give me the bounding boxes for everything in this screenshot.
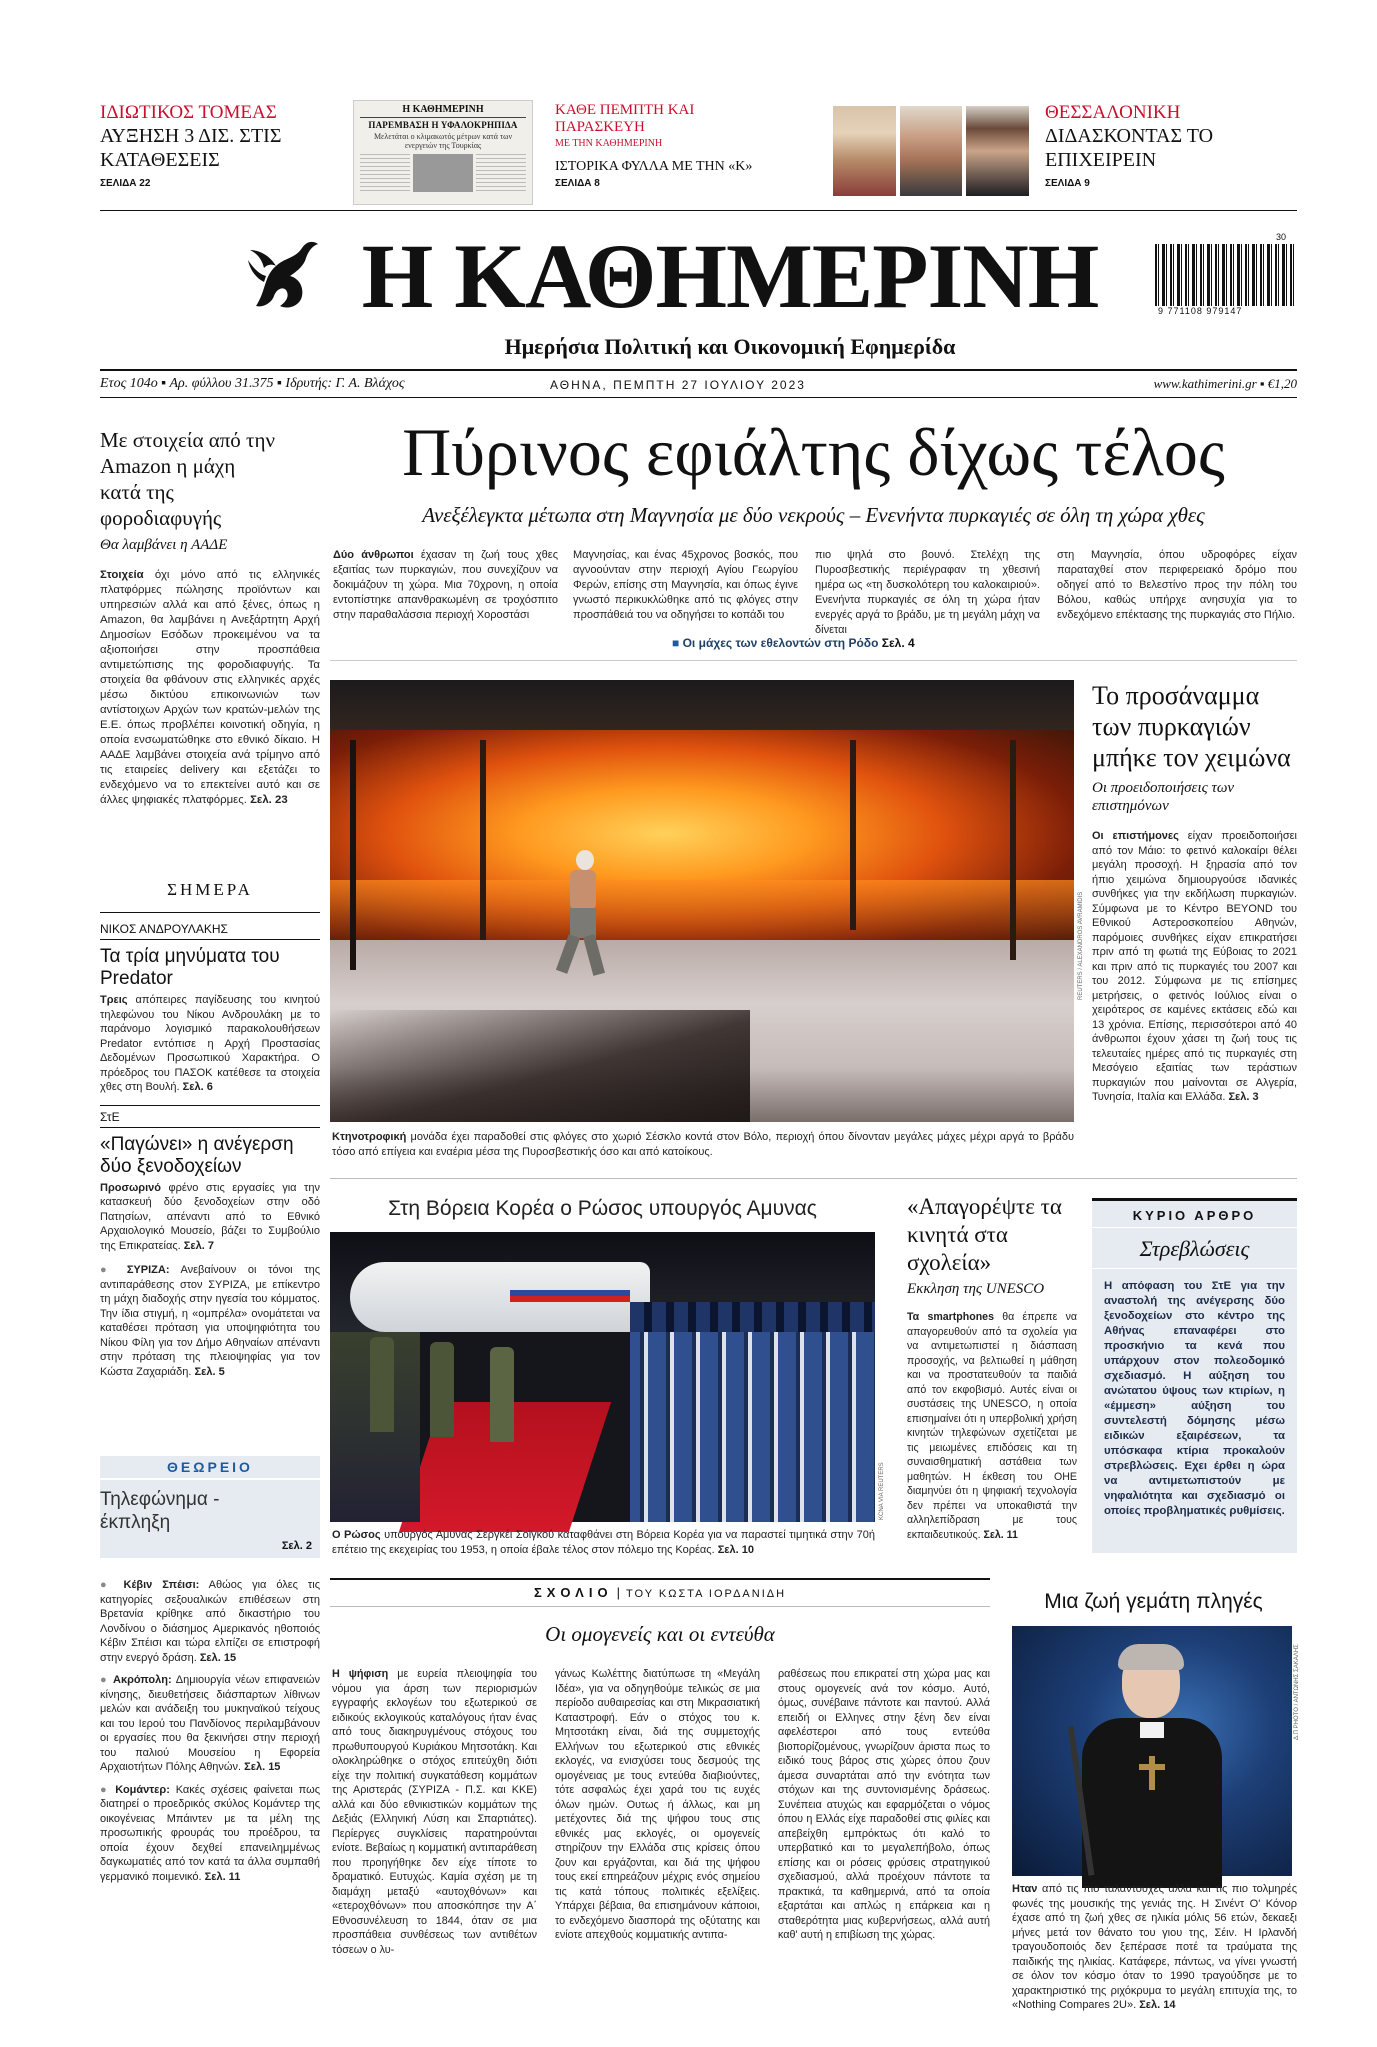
phones-story[interactable] bbox=[907, 1193, 1077, 1542]
left-lead[interactable] bbox=[100, 427, 320, 808]
comment-col-1: Η ψήφιση με ευρεία πλειοψηφία του νόμου για άρση των περιορισμών εγγραφής εκλογέων του εξωτερικού σε ειδικούς εκλογικούς καταλόγους ήταν ένας από τους διακηρυγμένους στόχους του πρωθυπουργού Κυριάκου Μητσοτάκη. Και ολοκληρώθηκε ο στόχος επιτεύχθη διότι είχε την πολιτική συγκατάθεση κομμάτων της Αριστεράς (ΣΥΡΙΖΑ - Π.Σ. και ΚΚΕ) αλλά και δύο εθνικιστικών κομμάτων της Δεξιάς (Ελληνική Λύση και Σπαρτιάτες). Περίεργες συγκλίσεις παρατηρούνται ενίοτε. Βεβαίως η κομματική αντιπαράθεση που προηγήθηκε δεν είχε τίποτε το δραματικό. Ευτυχώς. Καμία σχέση με τη διαμάχη μεταξύ «αυτοχθόνων» και «ετεροχθόνων» που αποσκόπησε την Α΄ Εθνοσυνέλευση το 1844, όταν σε μια προσπάθεια συνθέσεως των αντιθέτων τόσεων ο λυ- bbox=[332, 1668, 537, 1956]
korea-credit: KCNA VIA REUTERS bbox=[879, 1462, 885, 1520]
bullet-item: ● Κομάντερ: Κακές σχέσεις φαίνεται πως διατηρεί ο προεδρικός σκύλος Κομάντερ της οικογένειας Μπάιντεν με τα μέλη της προσωπικής φρουράς του προέδρου, τα οποία έχουν δεχθεί επανειλημμένως δαγκωματιές από τον κατά τα άλλα συμπαθή γερμανικό ποιμενικό. Σελ. 11 bbox=[100, 1783, 321, 1883]
phones-lead: Τα smartphones bbox=[907, 1311, 994, 1323]
today-title-2: «Παγώνει» η ανέγερση δύο ξενοδοχείων bbox=[100, 1133, 294, 1177]
editorial-title: Στρεβλώσεις bbox=[1139, 1236, 1250, 1261]
thumb-headline: ΠΑΡΕΜΒΑΣΗ Η ΥΦΑΛΟΚΡΗΠΙΔΑ bbox=[368, 120, 518, 130]
today-ref-3: Σελ. 5 bbox=[194, 1365, 225, 1378]
main-link-ref: Σελ. 4 bbox=[881, 636, 915, 650]
main-col-1: Δύο άνθρωποι έχασαν τη ζωή τους χθες εξαιτίας των πυρκαγιών, που συνεχίζουν να δοκιμάζουν τη χώρα. Μια 70χρονη, η οποία εντοπίστηκε απανθρακωμένη σε τροχόσπιτο στην παραθαλάσσια περιοχή Χοροστάσι bbox=[333, 549, 558, 621]
sinead-body: από τις πιο ταλαντούχες αλλά και τις πιο τολμηρές φωνές της μουσικής της γενιάς της. Η Σινέντ Ο' Κόνορ έχασε από τη ζωή χθες σε ηλικία μόλις 56 ετών, δεκαεξι μήνες μετά τον θάνατο του γιου της, Σέιν. Η Ιρλανδή τραγουδοποιός δεν ξεπέρασε ποτέ τα τραύματα της παιδικής της ηλικίας. Κατάφερε, πάντως, να γίνει γνωστή σε όλον τον κόσμο όταν το 1990 τραγούδησε με το χαρακτηριστικό της ριχόκρυμα το μεγάλη επιτυχία της, το «Nothing Compares 2U». bbox=[1012, 1883, 1297, 2011]
left-lead-ref: Σελ. 23 bbox=[250, 794, 288, 806]
honor-guard bbox=[630, 1302, 875, 1522]
portrait-1 bbox=[833, 106, 896, 196]
teaser-3-photos bbox=[833, 106, 1029, 196]
today-ref-2: Σελ. 7 bbox=[183, 1239, 214, 1252]
bullet-item: ● Κέβιν Σπέισι: Αθώος για όλες τις κατηγορίες σεξουαλικών επιθέσεων στη Βρετανία κρίθηκε από δικαστήριο του Λονδίνου ο διάσημος Αμερικανός ηθοποιός Κέβιν Σπέισι και τώρα ελπίζει σε επιστροφή στην ενεργό δράση. Σελ. 15 bbox=[100, 1579, 321, 1664]
left-lead-lead: Στοιχεία bbox=[100, 569, 144, 581]
korea-photo bbox=[330, 1232, 875, 1522]
teaser-2-sub: ΜΕ ΤΗΝ ΚΑΘΗΜΕΡΙΝΗ bbox=[555, 138, 663, 149]
editorial-box[interactable] bbox=[1092, 1198, 1297, 1553]
teaser-3-title: ΔΙΔΑΣΚΟΝΤΑΣ ΤΟ ΕΠΙΧΕΙΡΕΙΝ bbox=[1045, 125, 1214, 171]
masthead-title: Η ΚΑΘΗΜΕΡΙΝΗ bbox=[361, 225, 1099, 327]
main-col-3: πιο ψηλά στο βουνό. Στελέχη της Πυροσβεστικής περιέγραφαν τη χθεσινή ημέρα ως «τη δυσκολότερη του καλοκαιριού». Ενενήντα πυρκαγιές σε όλη τη χώρα ήταν ενεργές αργά το βράδυ, με τη μεγάλη μάχη να δίνεται bbox=[815, 549, 1040, 636]
today-author-1: ΝΙΚΟΣ ΑΝΔΡΟΥΛΑΚΗΣ bbox=[100, 922, 228, 936]
teaser-1-kicker: ΙΔΙΩΤΙΚΟΣ ΤΟΜΕΑΣ bbox=[100, 102, 277, 123]
editorial-text: Η απόφαση του ΣτΕ για την αναστολή της ανέγερσης δύο ξενοδοχείων στο κέντρο της Αθήνας επαναφέρει στο προσκήνιο τα κενά που υπάρχουν στον πολεοδομικό σχεδιασμό. Η αύξηση του ανώτατου ύψους των κτιρίων, η «έμμεση» αύξηση του συντελεστή δόμησης μέσω ειδικών εξαιρέσεων, τα υπόσκαφα κτίρια προκαλούν στρεβλώσεις. Εχει έρθει η ώρα να αντιμετωπιστούν με νηφαλιότητα και σχεδιασμό οι οποίες προβληματικές ρυθμίσεις. bbox=[1104, 1280, 1285, 1517]
thumb-title: Η ΚΑΘΗΜΕΡΙΝΗ bbox=[402, 104, 484, 115]
barcode bbox=[1155, 244, 1295, 306]
comment-header: ΣΧΟΛΙΟ | ΤΟΥ ΚΩΣΤΑ ΙΟΡΔΑΝΙΔΗ bbox=[533, 1585, 787, 1600]
comment-label: ΣΧΟΛΙΟ bbox=[533, 1585, 613, 1600]
fire-caption bbox=[332, 1130, 1074, 1159]
theorio-box[interactable] bbox=[100, 1456, 320, 1558]
fire-caption-text: μονάδα έχει παραδοθεί στις φλόγες στο χωριό Σέσκλο κοντά στον Βόλο, περιοχή όπου δίνονταν μεγάλες μάχες μέχρι αργά το βράδυ τόσο από επίγεια και εναέρια μέσα της Πυροσβεστικής όσο και από κατοίκους. bbox=[332, 1131, 1074, 1158]
today-lead-1: Τρεις bbox=[100, 994, 128, 1006]
ignition-story[interactable] bbox=[1092, 680, 1297, 1105]
sinead-text bbox=[1012, 1882, 1297, 2013]
teaser-1-page: ΣΕΛΙΔΑ 22 bbox=[100, 178, 151, 189]
phones-title: «Απαγορέψτε τα κινητά στα σχολεία» bbox=[907, 1194, 1062, 1275]
barcode-number: 9 771108 979147 bbox=[1158, 306, 1243, 316]
masthead-subtitle: Ημερήσια Πολιτική και Οικονομική Εφημερίδα bbox=[504, 334, 956, 359]
today-text-2: φρένο στις εργασίες για την κατασκευή δύο ξενοδοχείων στην οδό Πατησίων, απέναντι από το Εθνικό Αρχαιολογικό Μουσείο, βάζει το Συμβούλιο της Επικρατείας. bbox=[100, 1181, 320, 1252]
ignition-title: Το προσάναμμα των πυρκαγιών μπήκε τον χειμώνα bbox=[1092, 681, 1291, 772]
left-lead-text: όχι μόνο από τις ελληνικές πλατφόρμες πώλησης προϊόντων και υπηρεσιών αλλά και από ξένες, όπως η Amazon, θα λαμβάνει η Ανεξάρτητη Αρχή Δημοσίων Εσόδων προκειμένου να τα αξιοποιήσει στην προσπάθεια αντιμετώπισης της φοροδιαφυγής. Τα στοιχεία θα φθάνουν στις ελληνικές αρχές μέσω δικτύου επικοινωνιών των αντίστοιχων Αρχών των κρατών-μελών της Ε.Ε. όπως προβλέπει κοινοτική οδηγία, η οποία ενσωματώθηκε στο εθνικό δίκαιο. Η ΑΑΔΕ λαμβάνει στοιχεία ανά τρίμηνο από τις εταιρείες delivery και εξετάζει το ενδεχόμενο να το επεκτείνει αυτό και σε άλλες ψηφιακές πλατφόρμες. bbox=[100, 569, 320, 806]
main-col-4: στη Μαγνησία, όπου υδροφόρες είχαν παραταχθεί στον περιφερειακό δρόμο που οδηγεί από το Βελεστίνο προς την πόλη του Βόλου, καθώς υπήρχε ανησυχία για το ενδεχόμενο επέκτασης της πυρκαγιάς στο Πήλιο. bbox=[1057, 549, 1297, 621]
korea-caption-lead: Ο Ρώσος bbox=[332, 1529, 381, 1541]
teaser-3[interactable] bbox=[1045, 102, 1245, 189]
korea-caption-text: υπουργός Αμυνας Σεργκέι Σοϊγκού καταφθάνει στη Βόρεια Κορέα για να παραστεί τιμητικά στην 70ή επέτειο της εκεχειρίας του 1953, η οποία έβαλε τέλος στον πόλεμο της Κορέας. bbox=[332, 1529, 875, 1556]
theorio-header: ΘΕΩΡΕΙΟ bbox=[100, 1456, 320, 1480]
phones-sub: Εκκληση της UNESCO bbox=[907, 1281, 1045, 1297]
bullet-item: ● Ακρόπολη: Δημιουργία νέων επιφανειών κίνησης, διευθετήσεις διάσπαρτων λίθινων μελών και ανάδειξη του μυκηναϊκού τείχους και του Ιερού του Πανδίονος περιλαμβάνουν οι εργασίες που θα ξεκινήσει στην περιοχή του παλιού Μουσείου η Εφορεία Αρχαιοτήτων Πόλης Αθηνών. Σελ. 15 bbox=[100, 1674, 320, 1773]
portrait-2 bbox=[900, 106, 963, 196]
today-lead-2: Προσωρινό bbox=[100, 1181, 161, 1194]
today-title-1: Τα τρία μηνύματα του Predator bbox=[100, 946, 280, 989]
teaser-3-kicker: ΘΕΣΣΑΛΟΝΙΚΗ bbox=[1045, 102, 1181, 123]
info-left: Ετος 104ο ▪ Αρ. φύλλου 31.375 ▪ Ιδρυτής: Γ. Α. Βλάχος bbox=[100, 376, 405, 391]
today-author-2: ΣτΕ bbox=[100, 1109, 120, 1124]
teaser-2-page: ΣΕΛΙΔΑ 8 bbox=[555, 178, 600, 189]
comment-col-2: γάνως Κωλέττης διατύπωσε τη «Μεγάλη Ιδέα», για να οδηγηθούμε τελικώς σε μια περίοδο αυθαιρεσίας και στη Μικρασιατική Καταστροφή. Εάν ο στόχος του κ. Μητσοτάκη είναι, διά της συμμετοχής Ελλήνων του εξωτερικού στις εθνικές εκλογές, να ενισχύσει τους δεσμούς της ομογένειας με τους εντεύθα διαβιούντες, τότε ασφαλώς έχει χαρά του τις ευχές όλων ημών. Ουτως ή άλλως, και μη μετέχοντες διά της ψήφου τους στις εθνικές μας εκλογές, οι ομογενείς στηρίζουν την Ελλάδα στις κρίσεις όπου ζουν και εργάζονται, και διά της ψήφου τους εκεί επηρεάζουν μέχρις ενός σημείου τις κατά τόπους πολιτικές εξελίξεις. Υπάρχει βέβαια, θα επισημάνουν κάποιοι, το ενδεχόμενο διασπορά της οξύτατης και ενίοτε απεχθούς κομματικής αντιπα- bbox=[555, 1668, 760, 1941]
editorial-header: ΚΥΡΙΟ ΑΡΘΡΟ bbox=[1132, 1208, 1257, 1223]
korea-caption bbox=[332, 1528, 875, 1557]
teaser-1-title: ΑΥΞΗΣΗ 3 ΔΙΣ. ΣΤΙΣ ΚΑΤΑΘΕΣΕΙΣ bbox=[100, 125, 282, 171]
teaser-2-title: ΙΣΤΟΡΙΚΑ ΦΥΛΛΑ ΜΕ ΤΗΝ «Κ» bbox=[555, 159, 753, 174]
today-header: ΣΗΜΕΡΑ bbox=[100, 880, 320, 900]
today-text-1: απόπειρες παγίδευσης του κινητού τηλεφώνου του Νίκου Ανδρουλάκη με το παράνομο λογισμικό παρακολουθήσεων Predator εντόπισε η Αρχή Προστασίας Δεδομένων Προσωπικού Χαρακτήρα. Ο πρόεδρος του ΠΑΣΟΚ κατέθεσε τα στοιχεία χθες στη Βουλή. bbox=[100, 994, 320, 1093]
left-lead-sub: Θα λαμβάνει η ΑΑΔΕ bbox=[100, 537, 228, 553]
phones-text: θα έπρεπε να απαγορευθούν από τα σχολεία για να αντιμετωπιστεί η διάσπαση προσοχής, να βελτιωθεί η μάθηση και να προστατευθούν τα παιδιά από τον εκφοβισμό. Αυτές είναι οι συστάσεις της UNESCO, η οποία επισημαίνει ότι η υπερβολική χρήση κινητών τηλεφώνων σχετίζεται με τις μειωμένες επιδόσεις και τη συναισθηματική αστάθεια των μαθητών. Η έκθεση του ΟΗΕ διαμηνύει ότι η ψηφιακή τεχνολογία δεν πρέπει να υποκαθιστά την αλληλεπίδραση με τους εκπαιδευτικούς. bbox=[907, 1311, 1077, 1541]
theorio-ref: Σελ. 2 bbox=[281, 1540, 312, 1552]
korea-title[interactable]: Στη Βόρεια Κορέα ο Ρώσος υπουργός Αμυνας bbox=[388, 1197, 817, 1220]
ignition-text: είχαν προειδοποιήσει από τον Μάιο: το φετινό καλοκαίρι θέλει μεγάλη προσοχή. Η ξηρασία από τον ήπιο χειμώνα δημιουργούσε ιδανικές συνθήκες για την εκδήλωση πυρκαγιών. Σύμφωνα με το Κέντρο BEYOND του Εθνικού Αστεροσκοπείου Αθηνών, παρόμοιες συνθήκες είχαν επικρατήσει πριν από τη φωτιά της Εύβοιας το 2021 και πριν από τις πυρκαγιές του 2007 και του 2012. Σύμφωνα με τις επίσημες μετρήσεις, ο φετινός Ιούλιος είναι ο χειρότερος σε καμένες εκτάσεις εδώ και 13 χρόνια. Επίσης, περισσότεροι από 40 άνθρωποι έχουν χάσει τη ζωή τους τις τελευταίες ημέρες από τις πυρκαγιές στη Μεσόγειο εξαιτίας των τεράστιων πυρκαγιών που μαίνονται σε Αλγερία, Τυνησία, Ιταλία και Ελλάδα. bbox=[1092, 830, 1297, 1103]
main-deck: Ανεξέλεγκτα μέτωπα στη Μαγνησία με δύο νεκρούς – Ενενήντα πυρκαγιές σε όλη τη χώρα χθες bbox=[422, 503, 1205, 527]
comment-title[interactable]: Οι ομογενείς και οι εντεύθα bbox=[545, 1622, 775, 1646]
phones-ref: Σελ. 11 bbox=[983, 1528, 1018, 1541]
today-lead-3: ΣΥΡΙΖΑ: bbox=[126, 1264, 170, 1276]
ignition-sub: Οι προειδοποιήσεις των επιστημόνων bbox=[1092, 780, 1235, 814]
info-date: ΑΘΗΝΑ, ΠΕΜΠΤΗ 27 ΙΟΥΛΙΟΥ 2023 bbox=[550, 378, 806, 392]
korea-caption-ref: Σελ. 10 bbox=[717, 1543, 754, 1556]
sinead-credit: Δ.Π ΡΗΟΤΟ / ΑΝΤΩΝΗΣ ΣΑΚΑΛΗΣ bbox=[1294, 1644, 1300, 1740]
teaser-3-page: ΣΕΛΙΔΑ 9 bbox=[1045, 178, 1090, 189]
main-link[interactable]: ■ Οι μάχες των εθελοντών στη Ρόδο Σελ. 4 bbox=[672, 636, 915, 650]
ignition-ref: Σελ. 3 bbox=[1228, 1091, 1259, 1103]
ignition-lead: Οι επιστήμονες bbox=[1092, 830, 1179, 842]
info-right: www.kathimerini.gr ▪ €1,20 bbox=[1153, 376, 1297, 391]
fire-photo bbox=[330, 680, 1074, 1122]
running-man bbox=[558, 850, 608, 980]
comment-author: ΤΟΥ ΚΩΣΤΑ ΙΟΡΔΑΝΙΔΗ bbox=[625, 1588, 787, 1600]
griffin-logo bbox=[246, 236, 324, 316]
comment-col-3: ραθέσεως που επικρατεί στη χώρα μας και στους ομογενείς ανά τον κόσμο. Αυτό, όμως, συνέβαινε πάντοτε και παντού. Αλλά επειδή οι Ελληνες στην ξένη δεν είναι αφελέστεροι από τους εντεύθα βιοπορίζομένους, γνωρίζουν άριστα πως το ειδικό τους βάρος στις χώρες όπου ζουν άμεσα συναρτάται από την ενότητα των στόχων και της συντονισμένης δράσεως. Συνέπεια ατυχώς και εφαρμόζεται ο νόμος όπου η Ελλάς είχε παραδοθεί στις φιλίες και απεβείχθη εμπρόκτως ότι καλό το υπερβατικό και το μεγαλεπήβολο, όπως επίσης και οι ρόσεις φρύσεις στρατηγικού σχεδιασμού, αλλά προέχουν πάντοτε τα πρακτικά, τα καθημερινά, από τα οποία εξαρτάται και απλώς η επάρκεια και η σταθερότητα μιας κυβερνήσεως, αλλά αυτή καθ' αυτή η επιβίωση της χώρας. bbox=[778, 1668, 990, 1941]
sinead-title[interactable]: Μια ζωή γεμάτη πληγές bbox=[1044, 1590, 1263, 1613]
sinead-ref: Σελ. 14 bbox=[1139, 1999, 1176, 2011]
barcode-issue: 30 bbox=[1276, 232, 1287, 242]
today-ref-1: Σελ. 6 bbox=[182, 1081, 213, 1093]
today-section[interactable]: ΝΙΚΟΣ ΑΝΔΡΟΥΛΑΚΗΣ Τα τρία μηνύματα του Predator Τρεις απόπειρες παγίδευσης του κινητού τηλεφώνου του Νίκου Ανδρουλάκη με το παράνομο λογισμικό παρακολουθήσεων Predator εντόπισε η Αρχή Προστασίας Δεδομένων Προσωπικού Χαρακτήρα. Ο πρόεδρος του ΠΑΣΟΚ κατέθεσε τα στοιχεία χθες στη Βουλή. Σελ. 6 ΣτΕ «Παγώνει» η ανέγερση δύο ξενοδοχείων Προσωρινό φρένο στις εργασίες για την κατασκευή δύο ξενοδοχείων στην οδό Πατησίων, απέναντι από το Εθνικό Αρχαιολογικό Μουσείο, βάζει το Συμβούλιο της Επικρατείας. Σελ. 7 ● ΣΥΡΙΖΑ: Ανεβαίνουν οι τόνοι της αντιπαράθεσης στον ΣΥΡΙΖΑ, με επίκεντρο τη μάχη διαδοχής στην ηγεσία του κόμματος. Την ίδια στιγμή, η «ομπρέλα» ονομάτεται να καταθέσει πρόταση για υποψηφιότητα του Νίκου Φίλη για τον Δήμο Αθηναίων απέναντι στην πρόταση της πλειοψηφίας για τον Κώστα Ζαχαριάδη. Σελ. 5 bbox=[100, 922, 321, 1378]
teaser-2[interactable] bbox=[555, 102, 800, 189]
theorio-title: Τηλεφώνημα - έκπληξη bbox=[100, 1489, 220, 1533]
main-col-2: Μαγνησίας, και ένας 45χρονος βοσκός, που αγνοούνταν στην περιοχή Αγίου Γεωργίου Φερών, επίσης στη Μαγνησία, και όπως έγινε γνωστό περικυκλώθηκε από τις φλόγες στην προσπάθειά του να οδηγήσει το κοπάδι του bbox=[573, 549, 798, 621]
sinead-photo bbox=[1012, 1626, 1292, 1876]
today-text-3: Ανεβαίνουν οι τόνοι της αντιπαράθεσης στον ΣΥΡΙΖΑ, με επίκεντρο τη μάχη διαδοχής στην ηγεσία του κόμματος. Την ίδια στιγμή, η «ομπρέλα» ονομάτεται να καταθέσει πρόταση για υποψηφιότητα του Νίκου Φίλη για τον Δήμο Αθηναίων απέναντι στην πρόταση της πλειοψηφίας για τον Κώστα Ζαχαριάδη. bbox=[100, 1264, 321, 1378]
main-headline[interactable]: Πύρινος εφιάλτης δίχως τέλος bbox=[402, 414, 1225, 490]
fire-caption-lead: Κτηνοτροφική bbox=[332, 1131, 407, 1143]
teaser-1[interactable] bbox=[100, 102, 330, 189]
teaser-2-kicker: ΚΑΘΕ ΠΕΜΠΤΗ ΚΑΙ ΠΑΡΑΣΚΕΥΗ bbox=[555, 102, 695, 135]
main-link-text: Οι μάχες των εθελοντών στη Ρόδο bbox=[682, 636, 879, 650]
fire-photo-credit: REUTERS / ALEXANDROS AVRAMIDIS bbox=[1078, 891, 1084, 1000]
news-bullets[interactable] bbox=[100, 1578, 320, 1884]
sinead-lead: Ηταν bbox=[1012, 1883, 1038, 1895]
thumb-sub: Μελετάται ο κλιμακωτός μέτρων κατά των ενεργειών της Τουρκίας bbox=[373, 132, 513, 150]
left-lead-title: Με στοιχεία από την Amazon η μάχη κατά της φοροδιαφυγής bbox=[100, 428, 275, 530]
teaser-2-thumbnail[interactable] bbox=[353, 100, 533, 205]
portrait-3 bbox=[966, 106, 1029, 196]
